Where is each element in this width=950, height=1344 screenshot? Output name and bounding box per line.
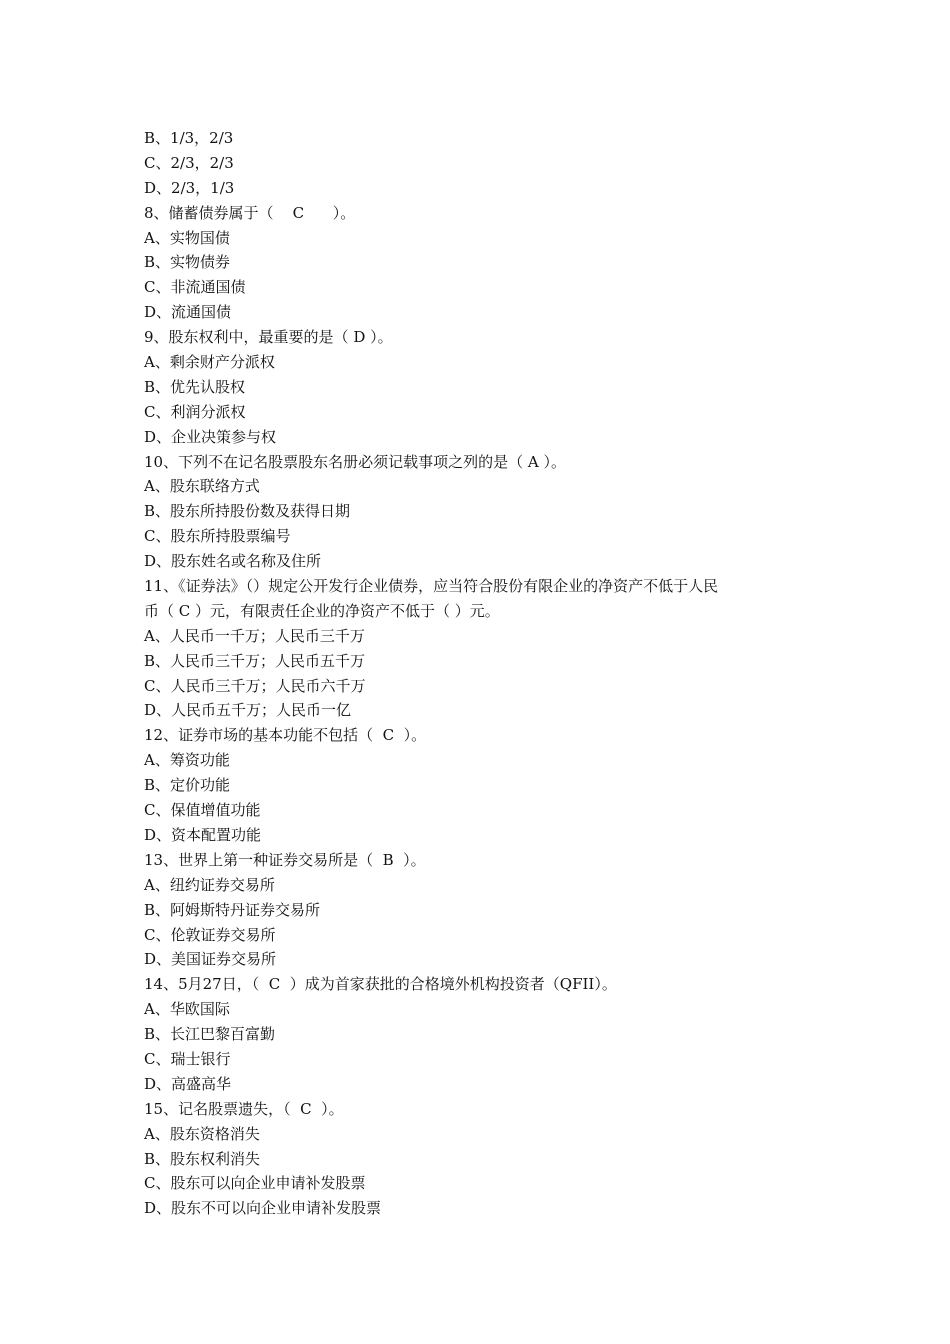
text-line: C、股东可以向企业申请补发股票 <box>144 1174 366 1193</box>
text-line: B、定价功能 <box>144 776 231 795</box>
text-line: C、保值增值功能 <box>144 801 261 820</box>
text-line: D、2/3，1/3 <box>144 178 235 197</box>
text-line: D、股东不可以向企业申请补发股票 <box>144 1199 382 1218</box>
text-line: B、人民币三千万；人民币五千万 <box>144 651 366 670</box>
text-line: 13、世界上第一种证券交易所是（ B ）。 <box>144 850 426 869</box>
text-line: B、股东权利消失 <box>144 1149 261 1168</box>
text-line: B、实物债券 <box>144 253 231 272</box>
text-line: A、华欧国际 <box>144 1000 230 1019</box>
text-line: 币（ C ）元，有限责任企业的净资产不低于（ ）元。 <box>144 601 500 620</box>
text-line: D、股东姓名或名称及住所 <box>144 552 322 571</box>
text-line: A、人民币一千万；人民币三千万 <box>144 626 365 645</box>
text-line: D、企业决策参与权 <box>144 427 277 446</box>
text-line: 11、《证券法》（）规定公开发行企业债券，应当符合股份有限企业的净资产不低于人民 <box>144 577 719 596</box>
text-line: A、股东联络方式 <box>144 477 260 496</box>
document-body <box>144 126 814 1221</box>
text-line: A、股东资格消失 <box>144 1124 260 1143</box>
text-line: B、1/3，2/3 <box>144 129 234 147</box>
text-line: 15、记名股票遗失，（ C ）。 <box>144 1099 344 1118</box>
text-line: A、剩余财产分派权 <box>144 353 275 372</box>
text-line: C、利润分派权 <box>144 402 246 421</box>
text-line: A、纽约证券交易所 <box>144 875 275 894</box>
text-line: 9、股东权利中，最重要的是（ D ）。 <box>144 328 393 347</box>
text-line: C、人民币三千万；人民币六千万 <box>144 676 366 695</box>
text-line: D、人民币五千万；人民币一亿 <box>144 701 352 720</box>
text-line: D、流通国债 <box>144 303 232 322</box>
text-line: B、优先认股权 <box>144 377 246 396</box>
text-line: B、股东所持股份数及获得日期 <box>144 502 351 521</box>
text-line: B、长江巴黎百富勤 <box>144 1025 276 1044</box>
text-line: D、美国证券交易所 <box>144 950 277 969</box>
text-line: A、筹资功能 <box>144 751 230 770</box>
text-line: C、非流通国债 <box>144 278 246 297</box>
text-line: 14、5月27日，（ C ）成为首家获批的合格境外机构投资者（QFII）。 <box>144 975 617 994</box>
text-line: 8、储蓄债券属于（ C ）。 <box>144 203 356 222</box>
text-line: C、瑞士银行 <box>144 1049 231 1068</box>
text-line: D、资本配置功能 <box>144 825 262 844</box>
text-line: C、2/3，2/3 <box>144 153 234 172</box>
text-line: B、阿姆斯特丹证券交易所 <box>144 900 321 919</box>
text-line: 10、下列不在记名股票股东名册必须记载事项之列的是（ A ）。 <box>144 452 566 471</box>
text-line: C、伦敦证券交易所 <box>144 925 276 944</box>
text-line: D、高盛高华 <box>144 1074 232 1093</box>
text-line: C、股东所持股票编号 <box>144 527 291 546</box>
text-line: A、实物国债 <box>144 228 230 247</box>
text-line: 12、证券市场的基本功能不包括（ C ）。 <box>144 726 427 745</box>
